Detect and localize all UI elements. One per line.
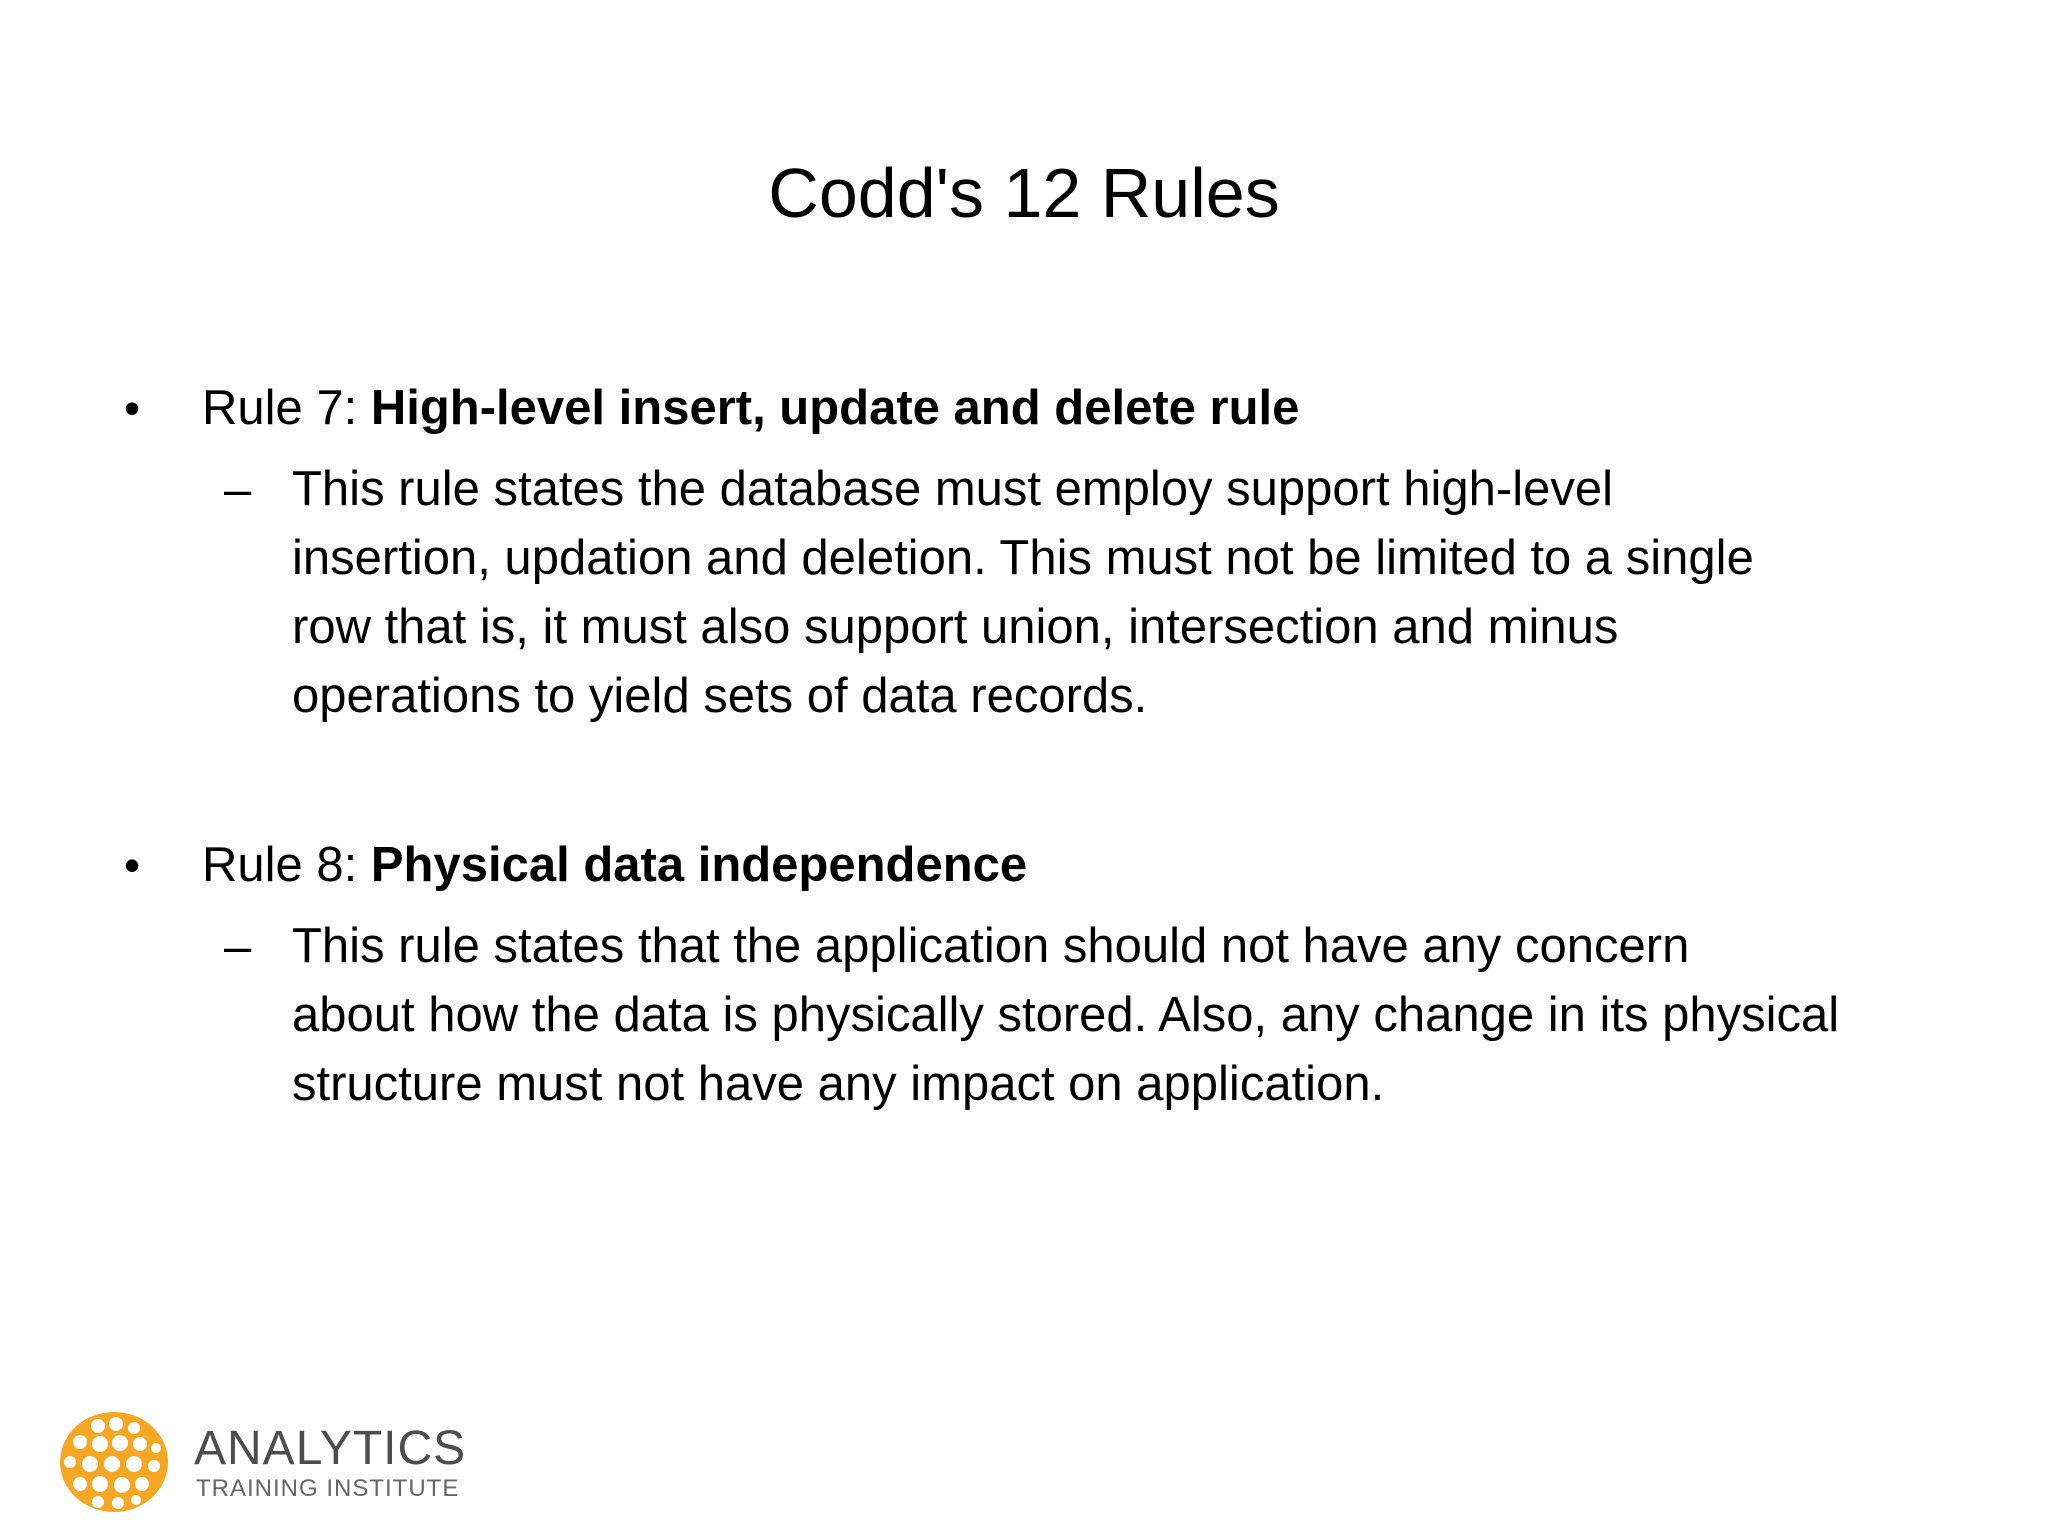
logo-tagline: TRAINING INSTITUTE	[196, 1475, 460, 1502]
rule-7-prefix: Rule 7:	[202, 381, 371, 435]
bullet-dot: •	[124, 839, 141, 891]
rule-8-title	[202, 830, 1027, 900]
bullet-dot: •	[124, 382, 141, 434]
sub-bullet-dash: –	[224, 463, 252, 517]
rule-8-prefix: Rule 8:	[202, 838, 371, 892]
logo-name: ANALYTICS	[194, 1422, 467, 1475]
company-logo	[58, 1410, 478, 1520]
sub-bullet-dash: –	[224, 920, 252, 974]
rule-8-description-line: structure must not have any impact on application.	[292, 1057, 1385, 1111]
rule-8-description-line: about how the data is physically stored. Also, any change in its physical	[292, 988, 1840, 1042]
orange-dotted-circle-icon	[58, 1410, 170, 1514]
rule-7-description-line: row that is, it must also support union, intersection and minus	[292, 600, 1619, 654]
rule-7-heading: High-level insert, update and delete rule	[370, 381, 1300, 435]
rule-7-description-line: This rule states the database must employ support high-level	[292, 462, 1613, 516]
rule-8-heading: Physical data independence	[370, 838, 1028, 892]
rule-8-description-text	[292, 912, 1992, 1119]
rule-7-description-line: operations to yield sets of data records.	[292, 669, 1148, 723]
rule-7-description-text	[292, 455, 1992, 731]
rule-7-description-line: insertion, updation and deletion. This must not be limited to a single	[292, 531, 1754, 585]
rule-7-title	[202, 373, 1299, 443]
rule-8-description-line: This rule states that the application should not have any concern	[292, 919, 1690, 973]
slide-title: Codd's 12 Rules	[768, 154, 1280, 232]
